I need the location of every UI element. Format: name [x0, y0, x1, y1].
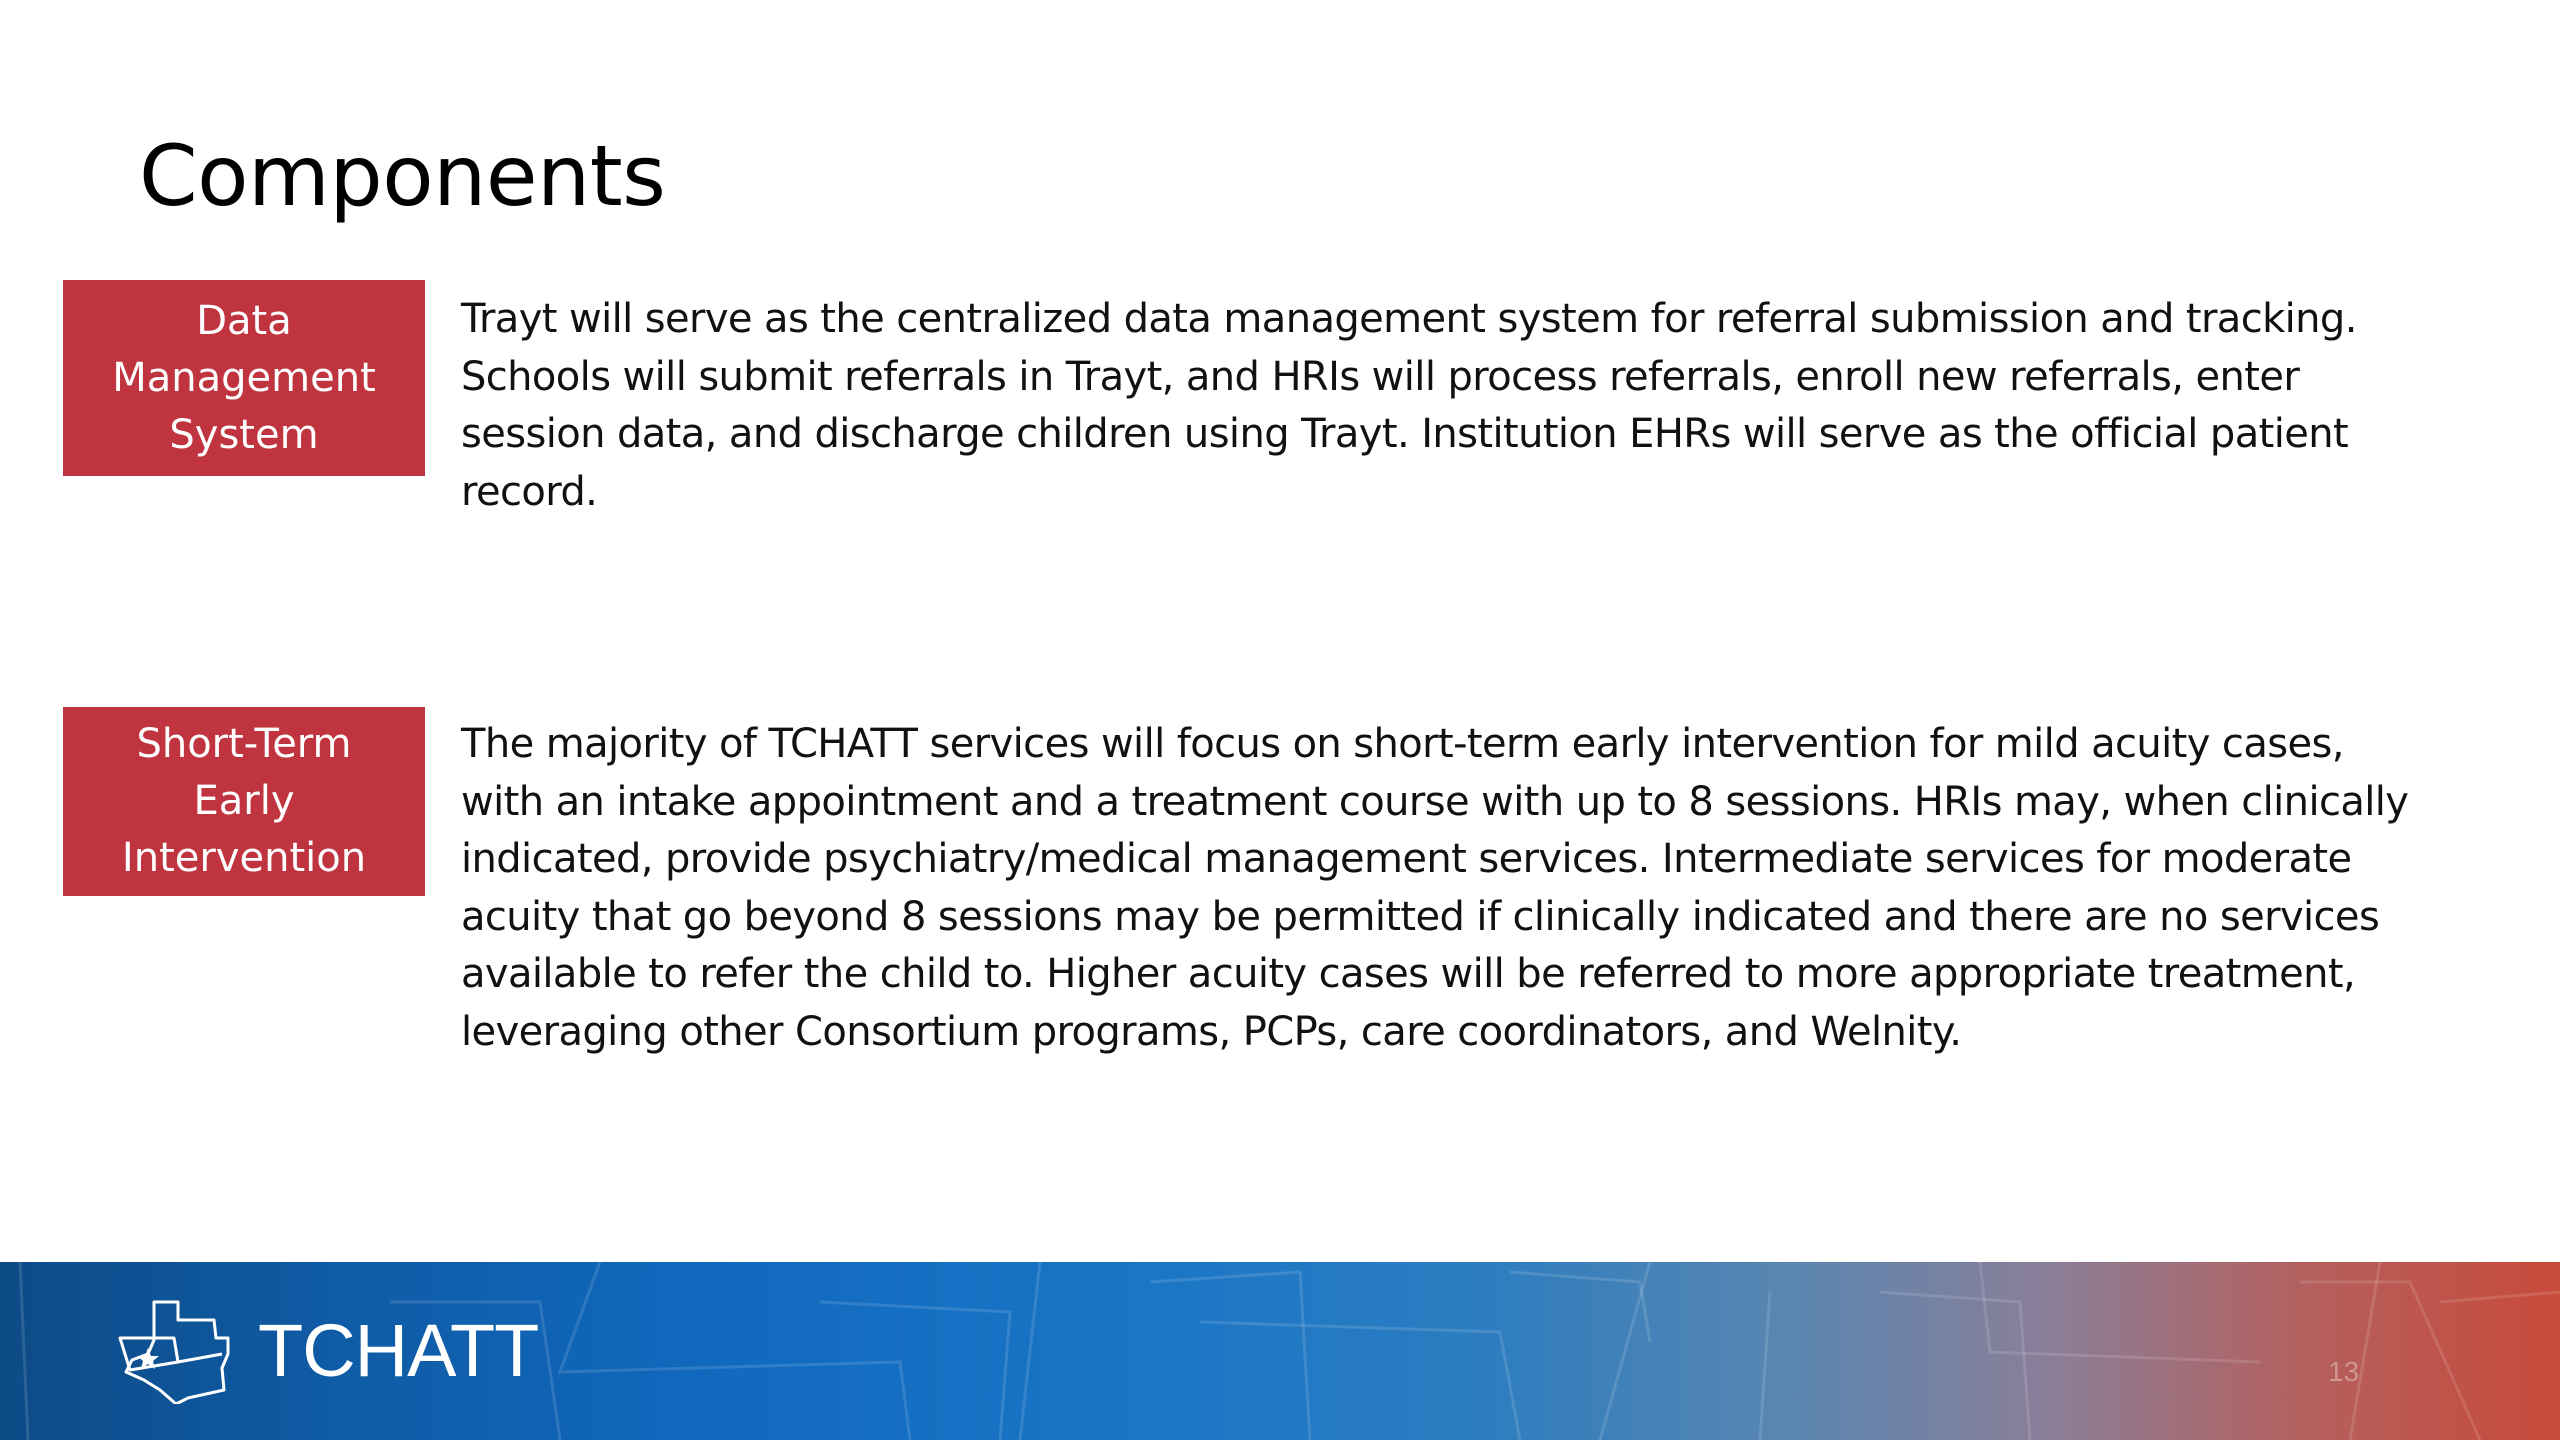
section-text-short-term-intervention: The majority of TCHATT services will focus on short-term early intervention for mild acuity cases, with an intake appointment and a treatment course with up to 8 sessions. HRIs may, when clinically indicated, provide psychiatry/medical management services. Intermediate services for moderate acuity that go beyond 8 sessions may be permitted if clinically indicated and there are no services available to refer the child to. Higher acuity cases will be referred to more appropriate treatment, leveraging other Consortium programs, PCPs, care coordinators, and Welnity. — [461, 721, 2409, 1055]
footer-banner — [0, 1262, 2560, 1440]
section-text-data-management: Trayt will serve as the centralized data management system for referral submission and tracking. Schools will submit referrals in Trayt, and HRIs will process referrals, enroll new referrals, enter session data, and discharge children using Trayt. Institution EHRs will serve as the official patient record. — [461, 296, 2357, 515]
section-label-text: Short-Term Early Intervention — [121, 721, 367, 881]
slide-title: Components — [139, 127, 666, 225]
texas-map-star-icon — [118, 1298, 230, 1404]
tchatt-logo — [118, 1298, 538, 1404]
section-label-text: Data Management System — [112, 297, 376, 458]
page-number: 13 — [2328, 1356, 2360, 1387]
logo-text: TCHATT — [258, 1309, 539, 1392]
section-label-data-management — [63, 280, 425, 476]
section-label-short-term-intervention — [63, 707, 425, 896]
